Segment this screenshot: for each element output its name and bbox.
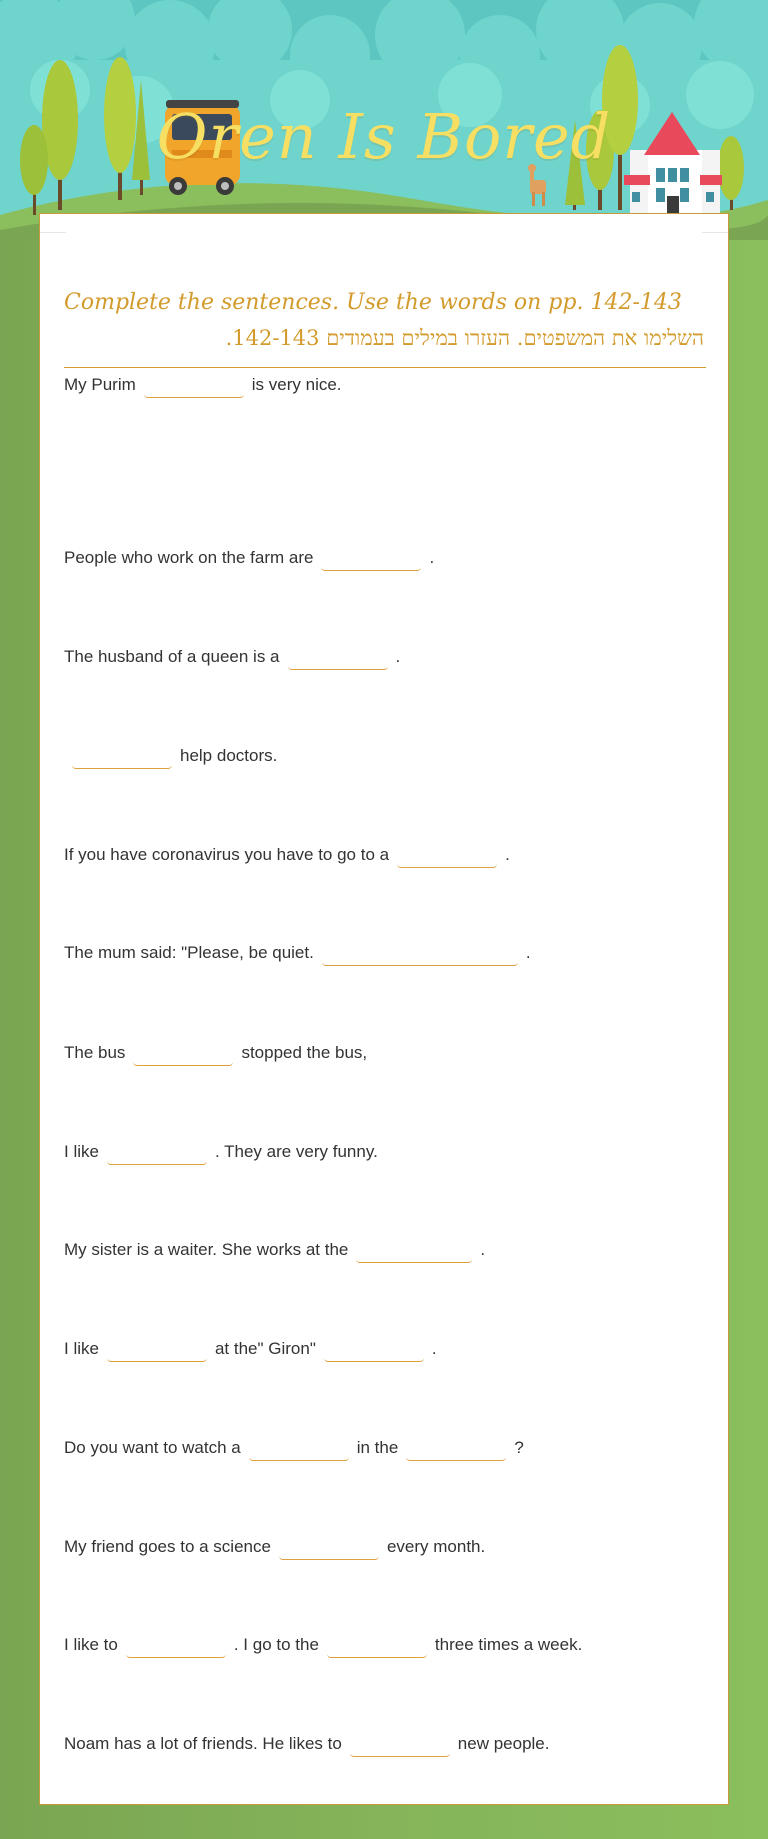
answer-blank[interactable]: [144, 375, 244, 398]
sentence-text: I like: [64, 1339, 99, 1358]
sentence-text: The mum said: "Please, be quiet.: [64, 943, 314, 962]
answer-blank[interactable]: [356, 1240, 472, 1263]
sentence-text: The bus: [64, 1043, 126, 1062]
sentence-row: [64, 375, 714, 398]
answer-blank[interactable]: [327, 1635, 427, 1658]
answer-blank[interactable]: [72, 746, 172, 769]
sentence-row: [64, 548, 714, 571]
sentence-text: at the" Giron": [214, 1339, 316, 1358]
sentence-row: [64, 746, 714, 769]
header-banner: [0, 0, 768, 240]
sentence-row: [64, 1635, 714, 1658]
sentence-row: [64, 647, 714, 670]
sentence-text: My sister is a waiter. She works at the: [64, 1240, 349, 1259]
sentence-text: .: [505, 845, 510, 864]
answer-blank[interactable]: [350, 1734, 450, 1757]
sentence-text: new people.: [457, 1734, 550, 1753]
sentence-text: in the: [356, 1438, 399, 1457]
sentence-text: three times a week.: [434, 1635, 583, 1654]
sentence-text: .: [480, 1240, 486, 1259]
card-tab-right: [702, 232, 728, 253]
worksheet-card: [39, 213, 729, 1805]
divider: [64, 367, 706, 368]
sentence-text: .: [429, 548, 435, 567]
sentence-text: . I go to the: [233, 1635, 319, 1654]
sentence-text: I like: [64, 1142, 99, 1161]
sentence-text: If you have coronavirus you have to go to a: [64, 845, 390, 864]
answer-blank[interactable]: [279, 1537, 379, 1560]
answer-blank[interactable]: [107, 1142, 207, 1165]
sentence-text: .: [431, 1339, 437, 1358]
answer-blank[interactable]: [133, 1043, 233, 1066]
instructions-english: Complete the sentences. Use the words on pp. 142-143: [64, 290, 682, 315]
sentence-text: I like to: [64, 1635, 118, 1654]
answer-blank[interactable]: [126, 1635, 226, 1658]
sentence-row: [64, 1240, 714, 1263]
answer-blank[interactable]: [406, 1438, 506, 1461]
sentence-text: Noam has a lot of friends. He likes to: [64, 1734, 342, 1753]
sentence-text: Do you want to watch a: [64, 1438, 241, 1457]
answer-blank[interactable]: [288, 647, 388, 670]
sentence-text: help doctors.: [180, 746, 278, 765]
instructions-hebrew: השלימו את המשפטים. העזרו במילים בעמודים 142-143.: [225, 326, 704, 350]
sentence-row: [64, 1537, 714, 1560]
sentence-text: People who work on the farm are: [64, 548, 314, 567]
answer-blank[interactable]: [397, 845, 497, 868]
sentence-text: The husband of a queen is a: [64, 647, 280, 666]
answer-blank[interactable]: [107, 1339, 207, 1362]
sentence-row: [64, 1339, 714, 1362]
answer-blank[interactable]: [321, 548, 421, 571]
sentence-text: My Purim: [64, 375, 136, 394]
sentence-row: [64, 845, 714, 868]
sentence-row: [64, 943, 714, 966]
sentence-row: [64, 1142, 714, 1165]
sentence-text: is very nice.: [251, 375, 342, 394]
card-tab-left: [40, 232, 66, 253]
sentence-row: [64, 1043, 714, 1066]
answer-blank[interactable]: [322, 943, 518, 966]
sentence-text: .: [525, 943, 531, 962]
answer-blank[interactable]: [249, 1438, 349, 1461]
sentence-text: .: [395, 647, 401, 666]
answer-blank[interactable]: [324, 1339, 424, 1362]
sentence-text: . They are very funny.: [214, 1142, 378, 1161]
sentence-row: [64, 1438, 714, 1461]
sentence-row: [64, 1734, 714, 1757]
sentence-text: stopped the bus,: [241, 1043, 368, 1062]
worksheet-title: Oren Is Bored: [156, 100, 612, 173]
sentence-text: every month.: [386, 1537, 486, 1556]
sentence-text: My friend goes to a science: [64, 1537, 271, 1556]
sentence-text: ?: [514, 1438, 524, 1457]
